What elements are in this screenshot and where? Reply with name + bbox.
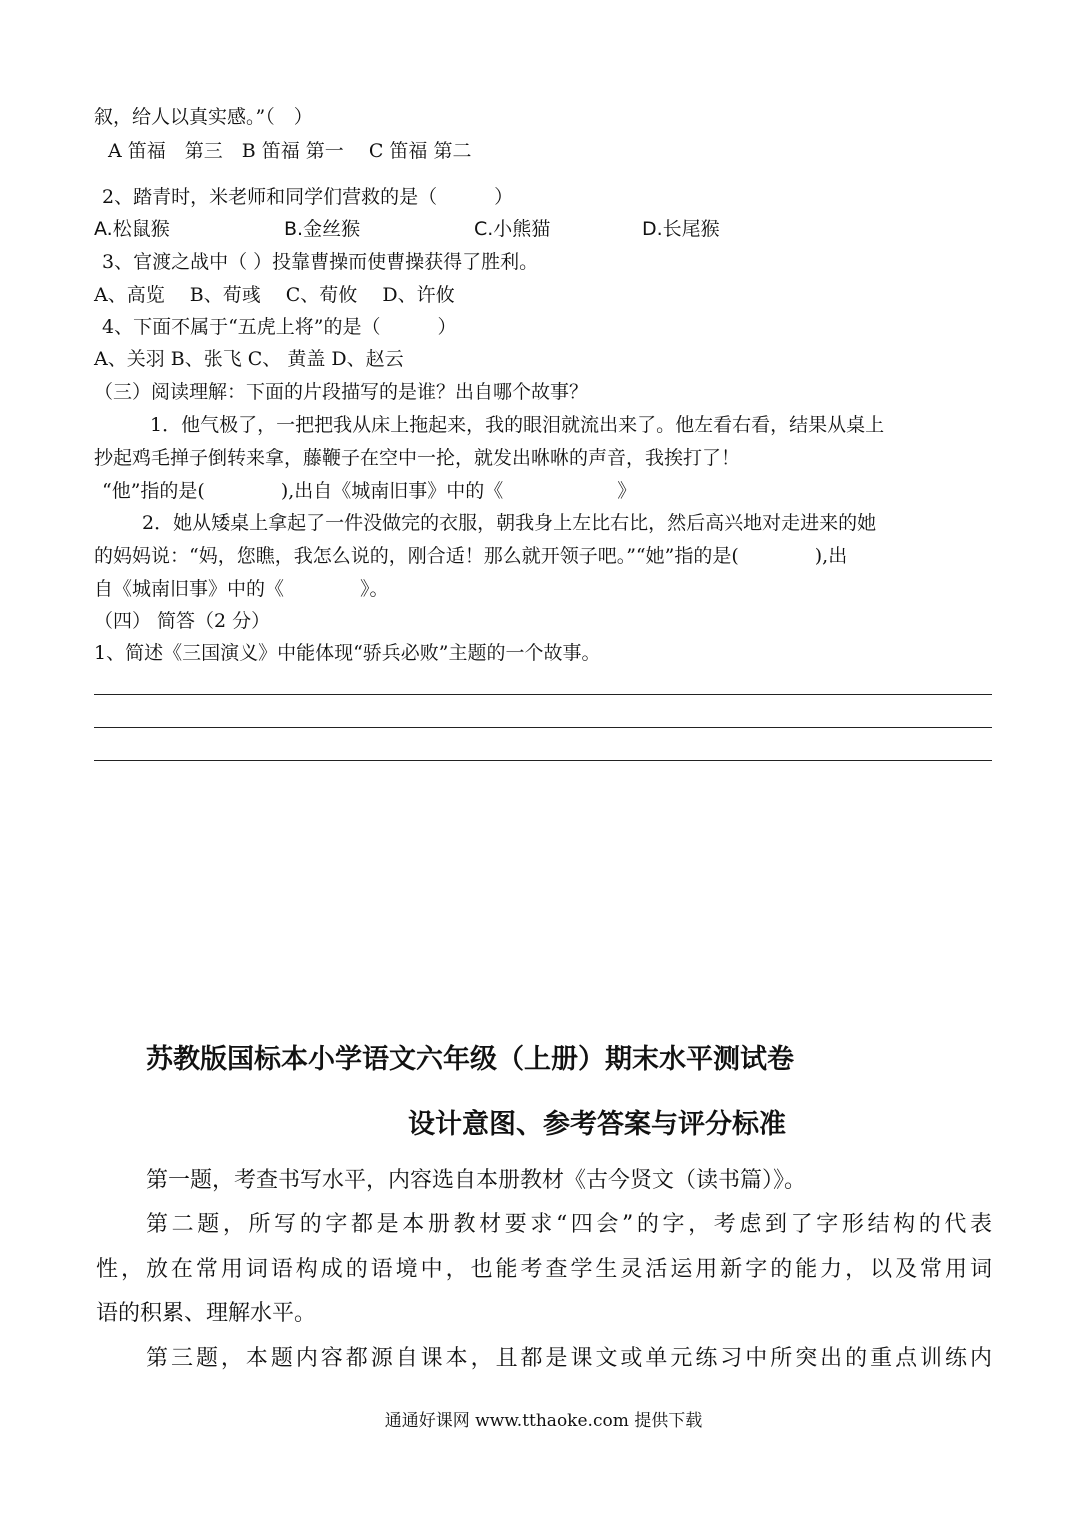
- passage2-line3: 自《城南旧事》中的《 》。: [94, 578, 389, 600]
- passage1-line2: 抄起鸡毛掸子倒转来拿，藤鞭子在空中一抡，就发出咻咻的声音，我挨打了！: [94, 447, 741, 469]
- passage1-question: “他”指的是( ),出自《城南旧事》中的《 》: [102, 480, 637, 502]
- q4-text: 4、下面不属于“五虎上将”的是（ ）: [102, 316, 457, 338]
- page-footer: 通通好课网 www.tthaoke.com 提供下载: [384, 1411, 703, 1431]
- passage2-line2: 的妈妈说：“妈，您瞧，我怎么说的，刚合适！那么就开领子吧。”“她”指的是( ),出: [94, 545, 848, 567]
- section4-heading: （四） 简答（2 分）: [94, 610, 271, 632]
- q1-options: A 笛福 第三 B 笛福 第一 C 笛福 第二: [108, 140, 472, 162]
- q1-tail-text: 叙，给人以真实感。”（ ）: [94, 106, 313, 128]
- answer-line-2: [94, 727, 992, 728]
- section4-question1: 1、简述《三国演义》中能体现“骄兵必败”主题的一个故事。: [94, 642, 601, 664]
- q3-options: A、高览 B、荀彧 C、荀攸 D、许攸: [94, 284, 455, 306]
- answer-line-3: [94, 760, 992, 761]
- passage2-line1: 2．她从矮桌上拿起了一件没做完的衣服，朝我身上左比右比，然后高兴地对走进来的她: [142, 512, 877, 534]
- q2-option-a: A.松鼠猴: [94, 218, 170, 240]
- q2-option-b: B.金丝猴: [284, 218, 361, 240]
- q2-text: 2、踏青时，米老师和同学们营救的是（ ）: [102, 186, 514, 208]
- answer-para-2-line-2: 性，放在常用词语构成的语境中，也能考查学生灵活运用新字的能力，以及常用词: [96, 1257, 992, 1282]
- answer-para-2-line-1: 第二题，所写的字都是本册教材要求“四会”的字，考虑到了字形结构的代表: [146, 1212, 992, 1237]
- answer-line-1: [94, 694, 992, 695]
- answer-para-3-line-1: 第三题，本题内容都源自课本，且都是课文或单元练习中所突出的重点训练内: [146, 1346, 992, 1371]
- answer-key-title: 苏教版国标本小学语文六年级（上册）期末水平测试卷: [146, 1044, 794, 1075]
- q2-option-d: D.长尾猴: [642, 218, 720, 240]
- section3-heading: （三）阅读理解：下面的片段描写的是谁？出自哪个故事？: [94, 381, 589, 403]
- answer-para-2-line-3: 语的积累、理解水平。: [96, 1301, 317, 1326]
- q2-option-c: C.小熊猫: [474, 218, 551, 240]
- answer-para-1: 第一题，考查书写水平，内容选自本册教材《古今贤文（读书篇）》。: [146, 1168, 807, 1193]
- q3-text: 3、官渡之战中（ ）投靠曹操而使曹操获得了胜利。: [102, 251, 539, 273]
- answer-key-subtitle: 设计意图、参考答案与评分标准: [408, 1109, 786, 1140]
- passage1-line1: 1．他气极了，一把把我从床上拖起来，我的眼泪就流出来了。他左看右看，结果从桌上: [150, 414, 885, 436]
- q4-options: A、关羽 B、张飞 C、 黄盖 D、赵云: [94, 348, 404, 370]
